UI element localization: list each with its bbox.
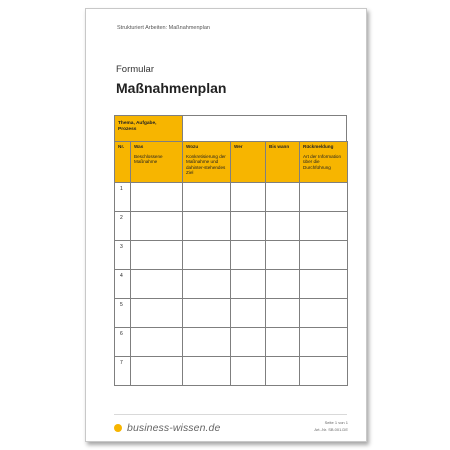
cell-was[interactable] (131, 270, 183, 299)
footer-divider (114, 414, 347, 415)
table-row (115, 357, 348, 386)
row-number: 7 (115, 357, 131, 386)
cell-wozu[interactable] (183, 299, 231, 328)
cell-bis-wann[interactable] (266, 212, 300, 241)
cell-wer[interactable] (231, 357, 266, 386)
column-header-was (131, 142, 183, 183)
topic-row (114, 115, 347, 141)
cell-rueckmeldung[interactable] (300, 183, 348, 212)
column-header-rueckmeldung (300, 142, 348, 183)
table-row (115, 212, 348, 241)
cell-wer[interactable] (231, 212, 266, 241)
column-header-nr (115, 142, 131, 183)
cell-bis-wann[interactable] (266, 299, 300, 328)
cell-bis-wann[interactable] (266, 183, 300, 212)
cell-wer[interactable] (231, 241, 266, 270)
topic-label-line1: Thema, Aufgabe, (118, 121, 157, 126)
column-title: Bis wann (269, 144, 290, 149)
topic-label (115, 116, 183, 141)
cell-rueckmeldung[interactable] (300, 270, 348, 299)
document-header: Strukturiert Arbeiten: Maßnahmenplan (117, 25, 210, 31)
cell-was[interactable] (131, 357, 183, 386)
document-pre-title: Formular (116, 64, 155, 75)
cell-rueckmeldung[interactable] (300, 357, 348, 386)
row-number: 5 (115, 299, 131, 328)
cell-bis-wann[interactable] (266, 357, 300, 386)
cell-bis-wann[interactable] (266, 328, 300, 357)
logo-text: business-wissen.de (127, 422, 221, 434)
cell-rueckmeldung[interactable] (300, 212, 348, 241)
cell-wozu[interactable] (183, 270, 231, 299)
cell-wozu[interactable] (183, 183, 231, 212)
table-header-row (115, 142, 348, 183)
cell-rueckmeldung[interactable] (300, 299, 348, 328)
column-description: Konkretisierung der Maßnahme und dahinter-stehendes Ziel (186, 153, 226, 176)
cell-was[interactable] (131, 299, 183, 328)
row-number: 6 (115, 328, 131, 357)
column-description: Beschlossene Maßnahme (134, 153, 163, 165)
cell-rueckmeldung[interactable] (300, 241, 348, 270)
cell-wozu[interactable] (183, 212, 231, 241)
column-title: Nr. (118, 144, 125, 149)
row-number: 3 (115, 241, 131, 270)
topic-input-area[interactable] (183, 116, 346, 141)
cell-wozu[interactable] (183, 241, 231, 270)
column-header-bis-wann (266, 142, 300, 183)
cell-wozu[interactable] (183, 328, 231, 357)
table-row (115, 299, 348, 328)
article-number: Art.-Nr. SB.001.DE (314, 426, 348, 432)
cell-wer[interactable] (231, 270, 266, 299)
row-number: 4 (115, 270, 131, 299)
document-title: Maßnahmenplan (116, 80, 227, 96)
cell-bis-wann[interactable] (266, 241, 300, 270)
table-row (115, 183, 348, 212)
column-title: Rückmeldung (303, 144, 334, 149)
column-title: Was (134, 144, 144, 149)
cell-wer[interactable] (231, 299, 266, 328)
column-description: Art der Information über die Durchführung (303, 153, 342, 170)
brand-logo[interactable] (114, 422, 220, 434)
cell-wer[interactable] (231, 183, 266, 212)
cell-was[interactable] (131, 241, 183, 270)
table-row (115, 241, 348, 270)
column-title: Wozu (186, 144, 199, 149)
column-title: Wer (234, 144, 243, 149)
table-row (115, 270, 348, 299)
page-number: Seite 1 von 1 (324, 420, 348, 425)
row-number: 1 (115, 183, 131, 212)
column-header-wer (231, 142, 266, 183)
cell-was[interactable] (131, 212, 183, 241)
page-info (314, 420, 348, 433)
column-header-wozu (183, 142, 231, 183)
action-plan-table (114, 141, 348, 386)
logo-dot-icon (114, 424, 122, 432)
cell-was[interactable] (131, 183, 183, 212)
cell-bis-wann[interactable] (266, 270, 300, 299)
row-number: 2 (115, 212, 131, 241)
table-row (115, 328, 348, 357)
document-page (85, 8, 367, 442)
cell-wozu[interactable] (183, 357, 231, 386)
cell-rueckmeldung[interactable] (300, 328, 348, 357)
cell-wer[interactable] (231, 328, 266, 357)
topic-label-line2: Prozess (118, 127, 137, 132)
cell-was[interactable] (131, 328, 183, 357)
